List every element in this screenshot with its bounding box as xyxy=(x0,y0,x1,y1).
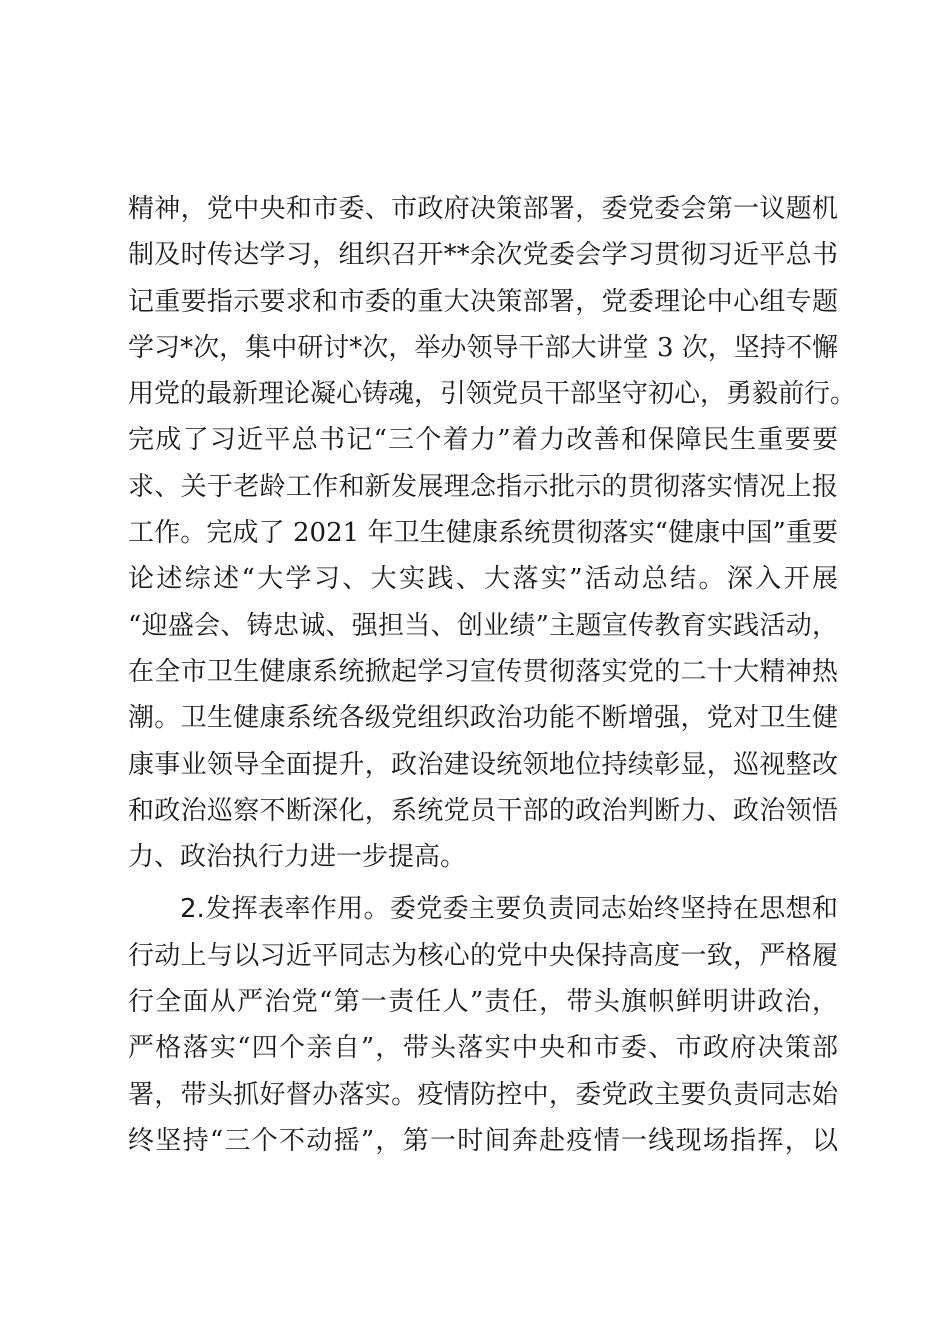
text-line: 署，带头抓好督办落实。疫情防控中，委党政主要负责同志始 xyxy=(128,1079,838,1110)
text-line: 工作。完成了 2021 年卫生健康系统贯彻落实“健康中国”重要 xyxy=(128,518,838,549)
text-line: 用党的最新理论凝心铸魂，引领党员干部坚守初心，勇毅前行。 xyxy=(128,379,857,410)
first-line-text: 。委党委主要负责同志始终坚持在思想和 xyxy=(363,894,838,925)
text-line: 终坚持“三个不动摇”，第一时间奔赴疫情一线现场指挥，以 xyxy=(128,1125,838,1156)
text-line: 康事业领导全面提升，政治建设统领地位持续彰显，巡视整改 xyxy=(128,749,838,780)
text-line: 力、政治执行力进一步提高。 xyxy=(128,842,467,873)
text-line: 严格落实“四个亲自”，带头落实中央和市委、市政府决策部 xyxy=(128,1033,838,1064)
text-line: 潮。卫生健康系统各级党组织政治功能不断增强，党对卫生健 xyxy=(128,703,838,734)
text-line: 行全面从严治党“第一责任人”责任，带头旗帜鲜明讲政治， xyxy=(128,987,838,1018)
text-line: 完成了习近平总书记“三个着力”着力改善和保障民生重要要 xyxy=(128,425,838,456)
paragraph-1 xyxy=(128,186,857,880)
text-line: 求、关于老龄工作和新发展理念指示批示的贯彻落实情况上报 xyxy=(128,471,838,502)
document-body xyxy=(128,186,857,1164)
text-line: “迎盛会、铸忠诚、强担当、创业绩”主题宣传教育实践活动， xyxy=(128,610,838,641)
paragraph-2 xyxy=(128,886,838,1164)
text-line: 学习*次，集中研讨*次，举办领导干部大讲堂 3 次，坚持不懈 xyxy=(128,332,838,363)
text-line: 论述综述“大学习、大实践、大落实”活动总结。深入开展 xyxy=(128,564,838,595)
text-line: 行动上与以习近平同志为核心的党中央保持高度一致，严格履 xyxy=(128,940,838,971)
text-line: 制及时传达学习，组织召开**余次党委会学习贯彻习近平总书 xyxy=(128,240,838,271)
paragraph-2-first-line xyxy=(128,886,838,932)
text-line: 在全市卫生健康系统掀起学习宣传贯彻落实党的二十大精神热 xyxy=(128,656,838,687)
text-line: 精神，党中央和市委、市政府决策部署，委党委会第一议题机 xyxy=(128,194,838,224)
section-heading: 2.发挥表率作用 xyxy=(180,894,364,925)
text-line: 和政治巡察不断深化，系统党员干部的政治判断力、政治领悟 xyxy=(128,795,838,826)
text-line: 记重要指示要求和市委的重大决策部署，党委理论中心组专题 xyxy=(128,286,838,317)
